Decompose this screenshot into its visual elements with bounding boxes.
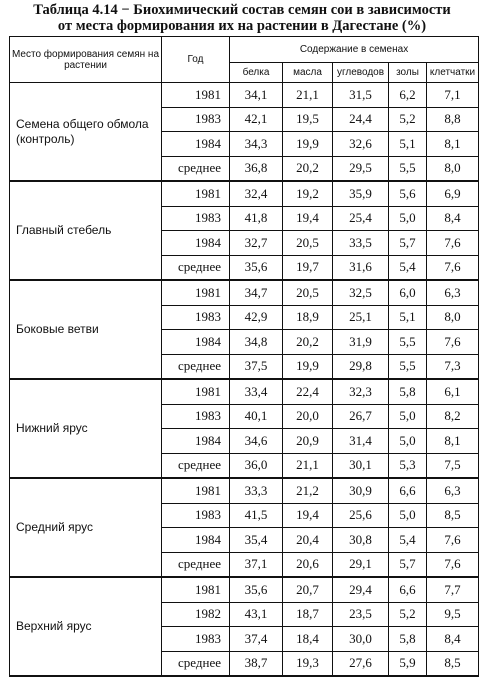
cell-protein: 34,6 <box>230 429 283 454</box>
cell-year: 1984 <box>162 528 230 553</box>
cell-protein: 33,3 <box>230 478 283 503</box>
cell-carbs: 25,1 <box>333 305 389 330</box>
cell-ash: 5,8 <box>389 379 427 404</box>
table-row <box>10 280 479 305</box>
caption-line-1: Таблица 4.14 − Биохимический состав семян сои в зависимости <box>33 2 451 18</box>
cell-protein: 36,8 <box>230 156 283 181</box>
cell-oil: 21,1 <box>283 453 333 478</box>
cell-ash: 6,6 <box>389 577 427 602</box>
cell-protein: 41,5 <box>230 503 283 528</box>
cell-oil: 19,2 <box>283 181 333 206</box>
cell-year: 1981 <box>162 577 230 602</box>
cell-carbs: 25,6 <box>333 503 389 528</box>
cell-oil: 20,5 <box>283 280 333 305</box>
cell-ash: 5,0 <box>389 503 427 528</box>
cell-fiber: 7,6 <box>427 255 479 280</box>
header-oil: масла <box>283 63 333 83</box>
cell-carbs: 31,4 <box>333 429 389 454</box>
cell-oil: 20,2 <box>283 330 333 355</box>
cell-ash: 5,0 <box>389 429 427 454</box>
header-place: Место формирования семян на растении <box>10 37 162 83</box>
cell-protein: 33,4 <box>230 379 283 404</box>
cell-oil: 22,4 <box>283 379 333 404</box>
cell-fiber: 6,3 <box>427 280 479 305</box>
cell-protein: 34,1 <box>230 83 283 108</box>
cell-carbs: 30,8 <box>333 528 389 553</box>
cell-fiber: 7,1 <box>427 83 479 108</box>
cell-protein: 38,7 <box>230 651 283 676</box>
cell-carbs: 23,5 <box>333 602 389 627</box>
table-row <box>10 181 479 206</box>
cell-year: среднее <box>162 453 230 478</box>
header-carbs: углеводов <box>333 63 389 83</box>
cell-protein: 32,4 <box>230 181 283 206</box>
cell-carbs: 29,5 <box>333 156 389 181</box>
cell-oil: 20,4 <box>283 528 333 553</box>
cell-year: 1981 <box>162 83 230 108</box>
cell-oil: 20,9 <box>283 429 333 454</box>
table-row <box>10 577 479 602</box>
cell-carbs: 31,6 <box>333 255 389 280</box>
cell-year: 1983 <box>162 305 230 330</box>
cell-oil: 19,4 <box>283 206 333 231</box>
cell-carbs: 32,6 <box>333 132 389 157</box>
cell-fiber: 8,1 <box>427 429 479 454</box>
cell-ash: 5,7 <box>389 231 427 256</box>
cell-carbs: 29,4 <box>333 577 389 602</box>
cell-ash: 5,2 <box>389 602 427 627</box>
cell-ash: 5,4 <box>389 255 427 280</box>
cell-protein: 41,8 <box>230 206 283 231</box>
cell-oil: 19,7 <box>283 255 333 280</box>
cell-oil: 18,9 <box>283 305 333 330</box>
cell-fiber: 9,5 <box>427 602 479 627</box>
cell-year: 1984 <box>162 330 230 355</box>
cell-ash: 5,7 <box>389 552 427 577</box>
cell-year: среднее <box>162 354 230 379</box>
cell-ash: 5,2 <box>389 107 427 132</box>
table-row <box>10 478 479 503</box>
cell-fiber: 7,7 <box>427 577 479 602</box>
cell-oil: 19,5 <box>283 107 333 132</box>
cell-ash: 6,2 <box>389 83 427 108</box>
cell-protein: 37,1 <box>230 552 283 577</box>
cell-fiber: 6,3 <box>427 478 479 503</box>
cell-year: 1981 <box>162 280 230 305</box>
cell-fiber: 8,0 <box>427 156 479 181</box>
cell-ash: 5,0 <box>389 404 427 429</box>
cell-ash: 5,3 <box>389 453 427 478</box>
cell-fiber: 8,4 <box>427 627 479 652</box>
cell-year: 1983 <box>162 404 230 429</box>
header-fiber: клетчатки <box>427 63 479 83</box>
cell-fiber: 8,8 <box>427 107 479 132</box>
cell-protein: 32,7 <box>230 231 283 256</box>
cell-year: 1983 <box>162 107 230 132</box>
cell-protein: 42,9 <box>230 305 283 330</box>
cell-fiber: 6,9 <box>427 181 479 206</box>
cell-oil: 19,3 <box>283 651 333 676</box>
cell-oil: 20,0 <box>283 404 333 429</box>
cell-ash: 6,6 <box>389 478 427 503</box>
cell-fiber: 8,4 <box>427 206 479 231</box>
table-caption <box>0 2 484 34</box>
row-group-place: Главный стебель <box>10 181 162 280</box>
cell-protein: 34,3 <box>230 132 283 157</box>
cell-carbs: 33,5 <box>333 231 389 256</box>
cell-ash: 5,9 <box>389 651 427 676</box>
cell-oil: 21,1 <box>283 83 333 108</box>
cell-fiber: 6,1 <box>427 379 479 404</box>
row-group-place: Боковые ветви <box>10 280 162 379</box>
cell-carbs: 30,0 <box>333 627 389 652</box>
cell-year: среднее <box>162 651 230 676</box>
row-group-place: Верхний ярус <box>10 577 162 676</box>
table-row <box>10 83 479 108</box>
cell-protein: 35,6 <box>230 577 283 602</box>
cell-protein: 37,5 <box>230 354 283 379</box>
cell-protein: 37,4 <box>230 627 283 652</box>
cell-year: 1984 <box>162 231 230 256</box>
caption-line-2: от места формирования их на растении в Дагестане (%) <box>57 18 427 34</box>
cell-oil: 20,5 <box>283 231 333 256</box>
soy-composition-table <box>9 36 479 677</box>
cell-fiber: 7,6 <box>427 528 479 553</box>
cell-carbs: 32,5 <box>333 280 389 305</box>
cell-protein: 36,0 <box>230 453 283 478</box>
cell-carbs: 35,9 <box>333 181 389 206</box>
cell-ash: 5,4 <box>389 528 427 553</box>
cell-protein: 43,1 <box>230 602 283 627</box>
cell-fiber: 8,5 <box>427 651 479 676</box>
cell-protein: 40,1 <box>230 404 283 429</box>
cell-fiber: 8,1 <box>427 132 479 157</box>
cell-fiber: 8,0 <box>427 305 479 330</box>
header-year: Год <box>162 37 230 83</box>
cell-oil: 19,9 <box>283 354 333 379</box>
cell-oil: 20,7 <box>283 577 333 602</box>
table-body <box>10 83 479 677</box>
header-ash: золы <box>389 63 427 83</box>
cell-carbs: 31,5 <box>333 83 389 108</box>
cell-oil: 20,6 <box>283 552 333 577</box>
cell-ash: 5,6 <box>389 181 427 206</box>
cell-ash: 5,5 <box>389 156 427 181</box>
cell-year: среднее <box>162 552 230 577</box>
cell-protein: 35,6 <box>230 255 283 280</box>
cell-ash: 5,5 <box>389 354 427 379</box>
cell-oil: 18,4 <box>283 627 333 652</box>
cell-year: 1981 <box>162 379 230 404</box>
cell-protein: 34,8 <box>230 330 283 355</box>
cell-year: 1983 <box>162 206 230 231</box>
cell-fiber: 7,6 <box>427 552 479 577</box>
cell-fiber: 8,2 <box>427 404 479 429</box>
cell-oil: 19,4 <box>283 503 333 528</box>
row-group-place: Семена общего обмола (контроль) <box>10 83 162 182</box>
cell-carbs: 30,9 <box>333 478 389 503</box>
cell-protein: 42,1 <box>230 107 283 132</box>
cell-protein: 34,7 <box>230 280 283 305</box>
cell-year: 1984 <box>162 429 230 454</box>
cell-ash: 5,0 <box>389 206 427 231</box>
cell-year: среднее <box>162 255 230 280</box>
cell-oil: 19,9 <box>283 132 333 157</box>
cell-carbs: 31,9 <box>333 330 389 355</box>
cell-year: 1982 <box>162 602 230 627</box>
cell-year: 1981 <box>162 181 230 206</box>
cell-carbs: 27,6 <box>333 651 389 676</box>
cell-oil: 20,2 <box>283 156 333 181</box>
cell-ash: 5,8 <box>389 627 427 652</box>
cell-fiber: 7,5 <box>427 453 479 478</box>
header-content: Содержание в семенах <box>230 37 479 63</box>
cell-year: 1984 <box>162 132 230 157</box>
row-group-place: Нижний ярус <box>10 379 162 478</box>
cell-carbs: 32,3 <box>333 379 389 404</box>
cell-ash: 5,1 <box>389 132 427 157</box>
cell-fiber: 8,5 <box>427 503 479 528</box>
cell-fiber: 7,6 <box>427 330 479 355</box>
cell-fiber: 7,6 <box>427 231 479 256</box>
row-group-place: Средний ярус <box>10 478 162 577</box>
cell-year: 1981 <box>162 478 230 503</box>
cell-ash: 5,1 <box>389 305 427 330</box>
cell-fiber: 7,3 <box>427 354 479 379</box>
cell-carbs: 29,8 <box>333 354 389 379</box>
cell-ash: 5,5 <box>389 330 427 355</box>
cell-year: среднее <box>162 156 230 181</box>
cell-year: 1983 <box>162 503 230 528</box>
cell-oil: 21,2 <box>283 478 333 503</box>
cell-carbs: 25,4 <box>333 206 389 231</box>
cell-oil: 18,7 <box>283 602 333 627</box>
cell-carbs: 26,7 <box>333 404 389 429</box>
cell-carbs: 29,1 <box>333 552 389 577</box>
cell-protein: 35,4 <box>230 528 283 553</box>
cell-year: 1983 <box>162 627 230 652</box>
cell-ash: 6,0 <box>389 280 427 305</box>
cell-carbs: 30,1 <box>333 453 389 478</box>
cell-carbs: 24,4 <box>333 107 389 132</box>
table-row <box>10 379 479 404</box>
header-protein: белка <box>230 63 283 83</box>
